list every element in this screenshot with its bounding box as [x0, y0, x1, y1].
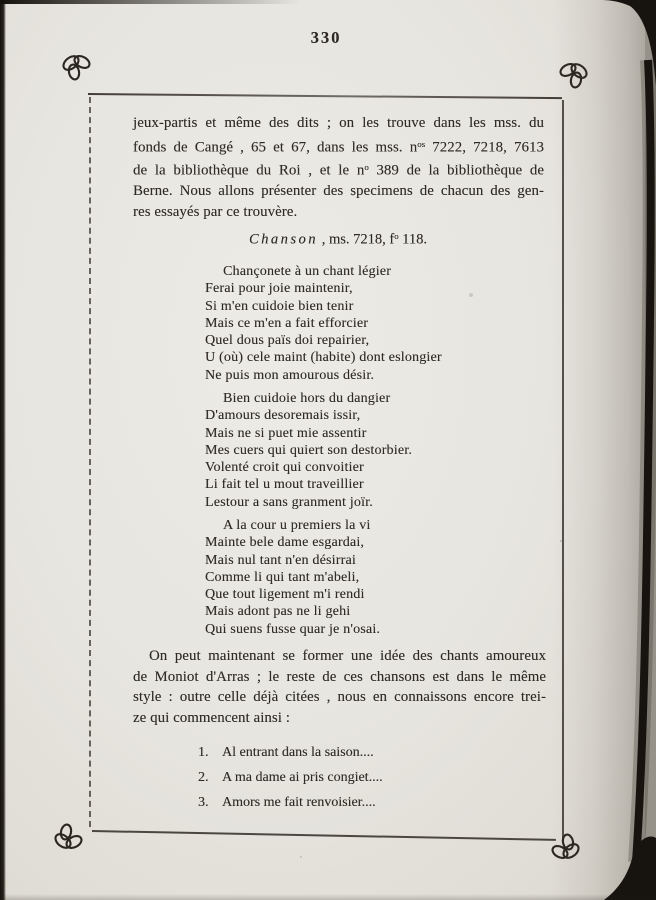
paragraph-line: Berne. Nous allons présenter des specimens de chacun des gen- — [133, 183, 544, 200]
superscript-os: os — [417, 138, 426, 149]
poem-line: Chançonete à un chant légier — [223, 264, 392, 279]
poem-line: Qui suens fusse quar je n'osai. — [205, 621, 381, 637]
paragraph-line: jeux-partis et même des dits ; on les trouve dans les mss. du — [133, 115, 544, 131]
chanson-heading-ref: 118. — [398, 231, 427, 248]
poem-line: Lestour a sans granment joïr. — [205, 494, 373, 510]
poem-line: Mais ne si puet mie assentir — [205, 425, 367, 441]
list-item-text: Amors me fait renvoisier.... — [222, 795, 376, 810]
page-number: 330 — [310, 28, 342, 47]
list-item-text: Al entrant dans la saison.... — [222, 745, 374, 760]
poem-line: A la cour u premiers la vi — [223, 518, 371, 533]
poem-line: Quel dous païs doi repairier, — [205, 333, 370, 349]
poem-line: Que tout ligement m'i rendi — [205, 587, 365, 603]
poem-line: Volenté croit qui convoitier — [205, 460, 364, 476]
superscript-o: o — [364, 162, 369, 173]
chanson-heading-ref: , ms. 7218, f — [318, 231, 395, 248]
paragraph-line: res essayés par ce trouvère. — [133, 203, 298, 220]
poem-line: Li fait tel u mout traveillier — [205, 477, 364, 493]
paragraph-line: style : outre celle déjà citées , nous en connaissons encore trei- — [133, 689, 546, 705]
list-item-number: 2. — [198, 770, 209, 785]
scan-top-edge — [0, 0, 300, 4]
poem-line: Comme li qui tant m'abeli, — [205, 569, 360, 585]
paragraph-line: ze qui commencent ainsi : — [133, 709, 290, 726]
paragraph-line: On peut maintenant se former une idée des chants amoureux — [149, 648, 546, 664]
superscript-o: o — [394, 231, 399, 241]
poem-line: Si m'en cuidoie bien tenir — [205, 298, 354, 314]
poem-line: Mais ce m'en a fait efforcier — [205, 315, 369, 331]
poem-line: Ferai pour joie maintenir, — [205, 281, 353, 297]
poem-line: U (où) cele maint (habite) dont eslongier — [205, 350, 442, 366]
poem-line: Mainte bele dame esgardai, — [205, 535, 365, 551]
list-item-number: 3. — [198, 795, 209, 810]
paragraph-line-text: 389 de la bibliothèque de — [368, 162, 545, 179]
poem-line: D'amours desoremais issir, — [205, 408, 361, 424]
list-item-number: 1. — [198, 745, 209, 760]
paragraph-line-text: 7222, 7218, 7613 — [425, 138, 544, 155]
poem-line: Ne puis mon amourous désir. — [205, 367, 375, 383]
scan-bottom-edge — [0, 894, 656, 900]
poem-line: Mes cuers qui quiert son destorbier. — [205, 442, 413, 458]
poem-line: Mais adont pas ne li gehi — [205, 604, 351, 620]
paragraph-line-text: fonds de Cangé , 65 et 67, dans les mss. n — [133, 138, 418, 155]
paragraph-line-text: de la bibliothèque du Roi , et le n — [133, 162, 365, 179]
list-item-text: A ma dame ai pris congiet.... — [222, 770, 383, 785]
poem-line: Mais nul tant n'en désirrai — [205, 552, 356, 568]
chanson-heading-title: Chanson — [248, 231, 319, 248]
scan-left-edge — [0, 0, 6, 900]
paragraph-line: de Moniot d'Arras ; le reste de ces chansons est dans le même — [133, 668, 546, 685]
poem-line: Bien cuidoie hors du dangier — [223, 391, 391, 406]
